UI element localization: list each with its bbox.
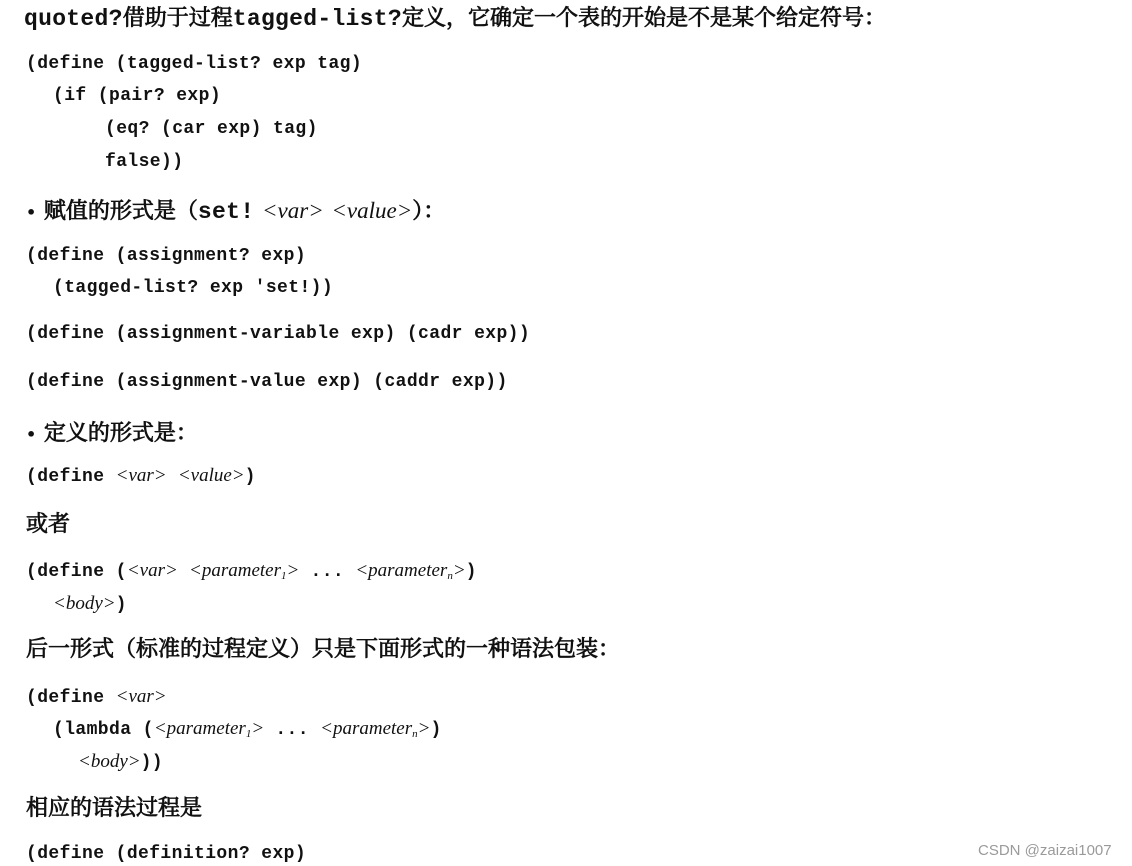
code-set: set! <box>197 199 255 225</box>
intro-text-2: 定义，它确定一个表的开始是不是某个给定符号： <box>401 5 886 31</box>
assignment-text-1: 赋值的形式是（ <box>43 198 198 224</box>
assignment-form-heading <box>26 199 445 224</box>
placeholder-var: <var> <box>115 465 167 486</box>
code-line-define-assignment: (define (assignment? exp) <box>26 246 307 266</box>
code-line-assignment-value: (define (assignment-value exp) (caddr exp)) <box>26 372 508 392</box>
placeholder-parameter-n: <parameter$_n$> <box>320 718 431 740</box>
intro-sentence <box>24 7 886 31</box>
placeholder-parameter-1: <parameter$_1$> <box>153 718 265 740</box>
bullet: • <box>26 425 37 444</box>
placeholder-var: <var> <box>115 686 167 707</box>
code-line-define-var-value: (define <var> <value>) <box>26 465 256 487</box>
placeholder-body: <body> <box>78 751 141 772</box>
code-line-if-pair: (if (pair? exp) <box>53 86 222 106</box>
placeholder-parameter-1: <parameter$_1$> <box>189 560 300 582</box>
code-line-lambda: (lambda (<parameter$_1$> ... <parameter$_n$>) <box>53 718 442 740</box>
code-line-false: false)) <box>105 152 184 172</box>
syntactic-sugar-sentence: 后一形式（标准的过程定义）只是下面形式的一种语法包装： <box>26 636 621 662</box>
placeholder-value: <value> <box>331 198 413 223</box>
placeholder-var: <var> <box>262 198 324 223</box>
intro-text-1: 借助于过程 <box>122 5 233 31</box>
code-quoted: quoted? <box>24 6 123 32</box>
code-line-define-definition: (define (definition? exp) <box>26 844 307 864</box>
syntax-procedure-sentence: 相应的语法过程是 <box>26 795 203 821</box>
or-text: 或者 <box>26 511 71 537</box>
definition-form-text: 定义的形式是： <box>43 420 198 446</box>
code-line-tagged-list-set: (tagged-list? exp 'set!)) <box>53 278 334 298</box>
placeholder-value: <value> <box>177 465 245 486</box>
code-line-define-var: (define <var> <box>26 686 167 708</box>
code-line-define-tagged-list: (define (tagged-list? exp tag) <box>26 54 363 74</box>
code-tagged-list: tagged-list? <box>232 6 402 32</box>
placeholder-parameter-n: <parameter$_n$> <box>355 560 466 582</box>
code-line-body: <body>) <box>53 593 127 615</box>
csdn-watermark: CSDN @zaizai1007 <box>978 842 1112 859</box>
placeholder-body: <body> <box>53 593 116 614</box>
code-line-assignment-variable: (define (assignment-variable exp) (cadr exp)) <box>26 324 531 344</box>
code-line-eq: (eq? (car exp) tag) <box>105 119 318 139</box>
code-line-define-procedure: (define (<var> <parameter$_1$> ... <parameter$_n$>) <box>26 560 477 582</box>
code-line-lambda-body: <body>)) <box>78 751 163 773</box>
bullet: • <box>26 203 37 222</box>
assignment-text-2: ）： <box>412 198 446 224</box>
placeholder-var: <var> <box>126 560 178 581</box>
definition-form-heading <box>26 422 198 444</box>
